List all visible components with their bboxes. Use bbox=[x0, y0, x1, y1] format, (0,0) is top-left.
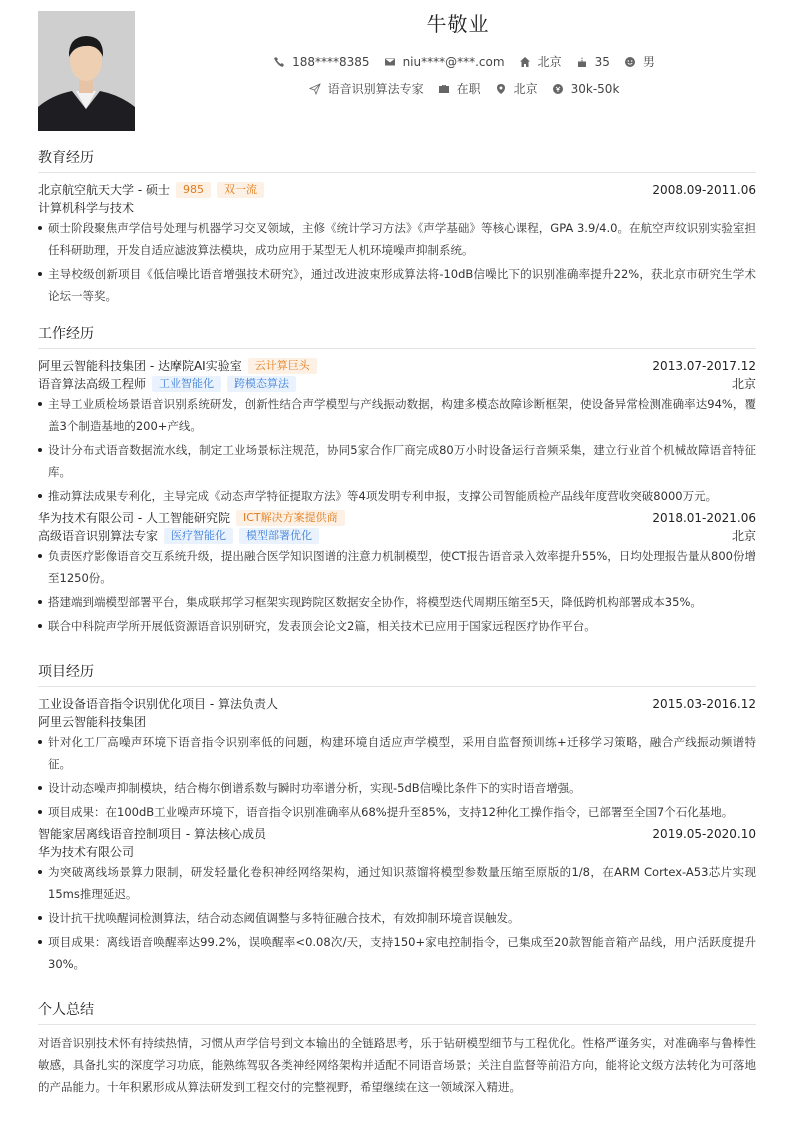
section-title-work: 工作经历 bbox=[38, 325, 756, 349]
age-item bbox=[576, 55, 610, 69]
education-entry-header bbox=[38, 181, 756, 199]
education-section bbox=[38, 149, 756, 309]
briefcase-icon bbox=[438, 83, 450, 95]
summary-text: 对语音识别技术怀有持续热情，习惯从声学信号到文本输出的全链路思考，乐于钻研模型细节与工程优化。性格严谨务实，对准确率与鲁棒性敏感，具备扎实的深度学习功底，能熟练驾驭各类神经网络架构并适配不同语音场景；关注自监督等前沿方向，能将论文级方法转化为可落地的产品能力。十年积累形成从算法研发到工程交付的完整视野，希望继续在这一领域深入精进。 bbox=[38, 1036, 756, 1094]
major bbox=[38, 199, 756, 217]
target-city-text: 北京 bbox=[513, 82, 538, 96]
project-date: 2019.05-2020.10 bbox=[652, 827, 756, 841]
company-tag: ICT解决方案提供商 bbox=[236, 510, 345, 526]
project-bullets bbox=[38, 731, 756, 823]
work-city: 北京 bbox=[731, 377, 756, 391]
list-item: 联合中科院声学所开展低资源语音识别研究，发表顶会论文2篇，相关技术已应用于国家远程医疗协作平台。 bbox=[38, 615, 756, 637]
list-item: 设计抗干扰唤醒词检测算法，结合动态阈值调整与多特征融合技术，有效抑制环境音误触发。 bbox=[38, 907, 756, 929]
target-position-text: 语音识别算法专家 bbox=[327, 82, 424, 96]
status-item bbox=[438, 80, 481, 97]
target-position-item bbox=[309, 80, 424, 97]
list-item: 针对化工厂高噪声环境下语音指令识别率低的问题，构建环境自适应声学模型，采用自监督预训练+迁移学习策略，融合产线振动频谱特征。 bbox=[38, 731, 756, 775]
skill-tag: 医疗智能化 bbox=[164, 528, 233, 544]
school-name: 北京航空航天大学 - 硕士 bbox=[38, 183, 170, 197]
project-org: 阿里云智能科技集团 bbox=[38, 715, 147, 729]
email-item bbox=[384, 55, 505, 69]
gender-item bbox=[624, 53, 655, 70]
work-section bbox=[38, 325, 756, 639]
phone-text: 188****8385 bbox=[292, 54, 370, 69]
work-city: 北京 bbox=[731, 529, 756, 543]
salary-item bbox=[552, 82, 620, 96]
project-bullets bbox=[38, 861, 756, 975]
hometown-text: 北京 bbox=[537, 55, 562, 69]
list-item: 主导校级创新项目《低信噪比语音增强技术研究》，通过改进波束形成算法将-10dB信噪比下的识别准确率提升22%，获北京市研究生学术论坛一等奖。 bbox=[38, 263, 756, 307]
project-date: 2015.03-2016.12 bbox=[652, 697, 756, 711]
project-name: 智能家居离线语音控制项目 - 算法核心成员 bbox=[38, 827, 266, 841]
target-city-item bbox=[495, 80, 538, 97]
work-title-row bbox=[38, 527, 756, 545]
company-name: 阿里云智能科技集团 - 达摩院AI实验室 bbox=[38, 359, 242, 373]
status-text: 在职 bbox=[456, 82, 481, 96]
work-entry-header bbox=[38, 509, 756, 527]
list-item: 搭建端到端模型部署平台，集成联邦学习框架实现跨院区数据安全协作，将模型迭代周期压缩至5天，降低跨机构部署成本35%。 bbox=[38, 591, 756, 613]
send-icon bbox=[309, 83, 321, 95]
company-tag: 云计算巨头 bbox=[248, 358, 317, 374]
location-pin-icon bbox=[495, 83, 507, 95]
work-bullets bbox=[38, 393, 756, 507]
list-item: 硕士阶段聚焦声学信号处理与机器学习交叉领域，主修《统计学习方法》《声学基础》等核心课程，GPA 3.9/4.0。在航空声纹识别实验室担任科研助理，开发自适应滤波算法模块，成功应用于某型无人机环境噪声抑制系统。 bbox=[38, 217, 756, 261]
project-entry-header bbox=[38, 825, 756, 843]
list-item: 项目成果：离线语音唤醒率达99.2%，误唤醒率<0.08次/天，支持150+家电控制指令，已集成至20款智能音箱产品线，用户活跃度提升30%。 bbox=[38, 931, 756, 975]
list-item: 为突破离线场景算力限制，研发轻量化卷积神经网络架构，通过知识蒸馏将模型参数量压缩至原版的1/8，在ARM Cortex-A53芯片实现15ms推理延迟。 bbox=[38, 861, 756, 905]
job-intent-row bbox=[135, 80, 793, 97]
education-bullets bbox=[38, 217, 756, 307]
salary-text: 30k-50k bbox=[570, 81, 620, 96]
list-item: 设计动态噪声抑制模块，结合梅尔倒谱系数与瞬时功率谱分析，实现-5dB信噪比条件下的实时语音增强。 bbox=[38, 777, 756, 799]
company-name: 华为技术有限公司 - 人工智能研究院 bbox=[38, 511, 230, 525]
projects-section bbox=[38, 663, 756, 977]
work-bullets bbox=[38, 545, 756, 637]
phone-item bbox=[273, 55, 369, 69]
phone-icon bbox=[273, 56, 285, 68]
money-icon bbox=[552, 83, 564, 95]
cake-icon bbox=[576, 56, 588, 68]
email-text: niu****@***.com bbox=[402, 54, 505, 69]
job-title: 高级语音识别算法专家 bbox=[38, 529, 159, 543]
project-org: 华为技术有限公司 bbox=[38, 845, 135, 859]
summary-section bbox=[38, 1001, 756, 1098]
skill-tag: 工业智能化 bbox=[152, 376, 221, 392]
skill-tag: 跨模态算法 bbox=[227, 376, 296, 392]
age-text: 35 bbox=[594, 54, 610, 69]
contact-row bbox=[135, 53, 793, 70]
mail-icon bbox=[384, 56, 396, 68]
home-icon bbox=[519, 56, 531, 68]
list-item: 设计分布式语音数据流水线，制定工业场景标注规范，协同5家合作厂商完成80万小时设备运行音频采集，建立行业首个机械故障语音特征库。 bbox=[38, 439, 756, 483]
project-org-row bbox=[38, 843, 756, 861]
gender-text: 男 bbox=[642, 55, 655, 69]
list-item: 负责医疗影像语音交互系统升级，提出融合医学知识图谱的注意力机制模型，使CT报告语音录入效率提升55%，日均处理报告量从800份增至1250份。 bbox=[38, 545, 756, 589]
candidate-name: 牛敬业 bbox=[426, 12, 490, 36]
smile-icon bbox=[624, 56, 636, 68]
work-date: 2018.01-2021.06 bbox=[652, 511, 756, 525]
school-tag: 985 bbox=[176, 182, 211, 198]
list-item: 推动算法成果专利化，主导完成《动态声学特征提取方法》等4项发明专利申报，支撑公司智能质检产品线年度营收突破8000万元。 bbox=[38, 485, 756, 507]
list-item: 主导工业质检场景语音识别系统研发，创新性结合声学模型与产线振动数据，构建多模态故障诊断框架，使设备异常检测准确率达94%，覆盖3个制造基地的200+产线。 bbox=[38, 393, 756, 437]
education-date: 2008.09-2011.06 bbox=[652, 183, 756, 197]
project-entry-header bbox=[38, 695, 756, 713]
work-date: 2013.07-2017.12 bbox=[652, 359, 756, 373]
hometown-item bbox=[519, 53, 562, 70]
list-item: 项目成果：在100dB工业噪声环境下，语音指令识别准确率从68%提升至85%，支持12种化工操作指令，已部署至全国7个石化基地。 bbox=[38, 801, 756, 823]
work-title-row bbox=[38, 375, 756, 393]
skill-tag: 模型部署优化 bbox=[239, 528, 319, 544]
job-title: 语音算法高级工程师 bbox=[38, 377, 147, 391]
section-title-summary: 个人总结 bbox=[38, 1001, 756, 1025]
section-title-education: 教育经历 bbox=[38, 149, 756, 173]
major-text: 计算机科学与技术 bbox=[38, 201, 135, 215]
school-tag: 双一流 bbox=[217, 182, 264, 198]
project-org-row bbox=[38, 713, 756, 731]
project-name: 工业设备语音指令识别优化项目 - 算法负责人 bbox=[38, 697, 278, 711]
section-title-projects: 项目经历 bbox=[38, 663, 756, 687]
work-entry-header bbox=[38, 357, 756, 375]
